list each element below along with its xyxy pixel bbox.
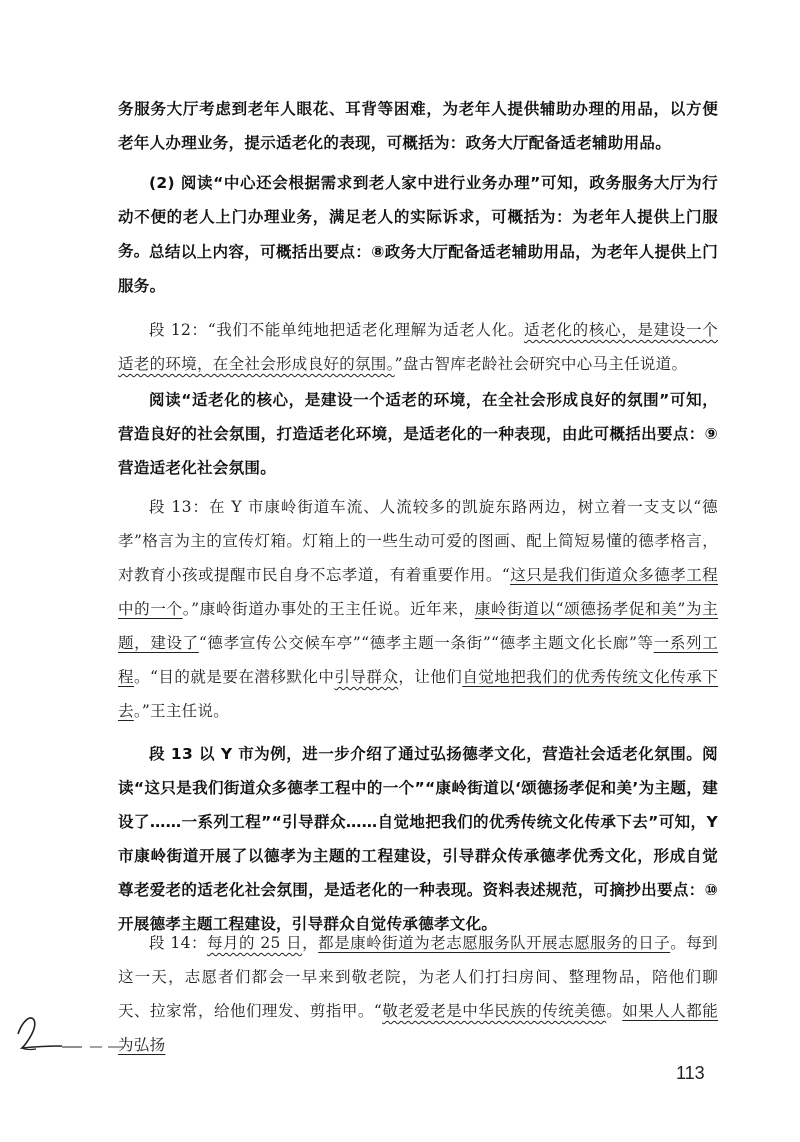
page-number: 113 — [676, 1063, 705, 1083]
p13-text-5: ，让他们 — [398, 668, 463, 686]
p13-text-4: 。“目的就是要在潜移默化中 — [134, 668, 335, 686]
p13-text-2: 。”康岭街道办事处的王主任说。近年来， — [182, 600, 475, 618]
p14-underline-2: 如果人人都能为弘扬 — [118, 1002, 719, 1054]
source-paragraph-12 — [118, 313, 718, 381]
analysis-paragraph-13: 段 13 以 Y 市为例，进一步介绍了通过弘扬德孝文化，营造社会适老化氛围。阅读“这只是我们街道众多德孝工程中的一个”“康岭街道以‘颂德扬孝促和美’为主题，建设了……一系列工程”“引导群众……自觉地把我们的优秀传统文化传承下去”可知，Y 市康岭街道开展了以德孝为主题的工程建设，引导群众传承德孝优秀文化，形成自觉尊老爱老的适老化社会氛围，是适老化的一种表现。资料表述规范，可摘抄出要点：⑩开展德孝主题工程建设，引导群众自觉传承德孝文化。 — [118, 745, 718, 933]
p13-underline-3: 一系列工程 — [118, 634, 718, 686]
p14-underline-1: 都是康岭街道为老志愿服务队开展志愿服务的日子 — [318, 934, 671, 952]
p14-wavy-2: 敬老爱老是中华民族的传统美德 — [382, 1002, 607, 1020]
p13-underline-4: 自觉地把我们的优秀传统文化传承下去 — [118, 668, 719, 720]
p14-text-2: ， — [302, 934, 319, 952]
p12-text-1: 段 12：“我们不能单纯地把适老化理解为适老人化。 — [149, 321, 525, 339]
summary-paragraph: 总结以上内容，可概括出要点：⑧政务大厅配备适老辅助用品，为老年人提供上门服务。 — [118, 243, 718, 295]
p13-text-6: 。”王主任说。 — [133, 702, 230, 720]
analysis-paragraph-12: 阅读“适老化的核心，是建设一个适老的环境，在全社会形成良好的氛围”可知，营造良好的社会氛围，打造适老化环境，是适老化的一种表现，由此可概括出要点：⑨营造适老化社会氛围。 — [118, 391, 718, 477]
p13-wavy-1: 引导群众 — [334, 668, 399, 686]
p14-text-4: 。 — [606, 1002, 623, 1020]
analysis-paragraph-2: (2) 阅读“中心还会根据需求到老人家中进行业务办理”可知，政务服务大厅为行动不便的老人上门办理业务，满足老人的实际诉求，可概括为：为老年人提供上门服务。 — [118, 174, 718, 260]
source-paragraph-13 — [118, 490, 718, 728]
p14-text-1: 段 14： — [149, 934, 207, 952]
source-paragraph-14 — [118, 926, 718, 1062]
p12-wavy-quote: 适老化的核心，是建设一个适老的环境，在全社会形成良好的氛围。 — [118, 321, 718, 373]
analysis-paragraph-1: 务服务大厅考虑到老年人眼花、耳背等困难，为老年人提供辅助办理的用品，以方便老年人办理业务，提示适老化的表现，可概括为：政务大厅配备适老辅助用品。 — [118, 100, 718, 152]
p14-wavy-1: 每月的 25 日 — [206, 934, 303, 952]
pen-scribble-mark — [12, 1000, 132, 1060]
p13-text-1: 段 13：在 Y 市康岭街道车流、人流较多的凯旋东路两边，树立着一支支以“德孝”格言为主的宣传灯箱。灯箱上的一些生动可爱的图画、配上简短易懂的德孝格言，对教育小孩或提醒市民自身不忘孝道，有着重要作用。“ — [118, 498, 718, 584]
p13-text-3: “德孝宣传公交候车亭”“德孝主题一条街”“德孝主题文化长廊”等 — [198, 634, 654, 652]
p13-underline-2: 康岭街道以“颂德扬孝促和美”为主题，建设了 — [118, 600, 718, 652]
p13-underline-1: 这只是我们街道众多德孝工程中的一个 — [118, 566, 718, 618]
p14-text-3: 。每到这一天，志愿者们都会一早来到敬老院，为老人们打扫房间、整理物品，陪他们聊天、拉家常，给他们理发、剪指甲。“ — [118, 934, 719, 1020]
p12-text-2: ”盘古智库老龄社会研究中心马主任说道。 — [394, 355, 688, 373]
